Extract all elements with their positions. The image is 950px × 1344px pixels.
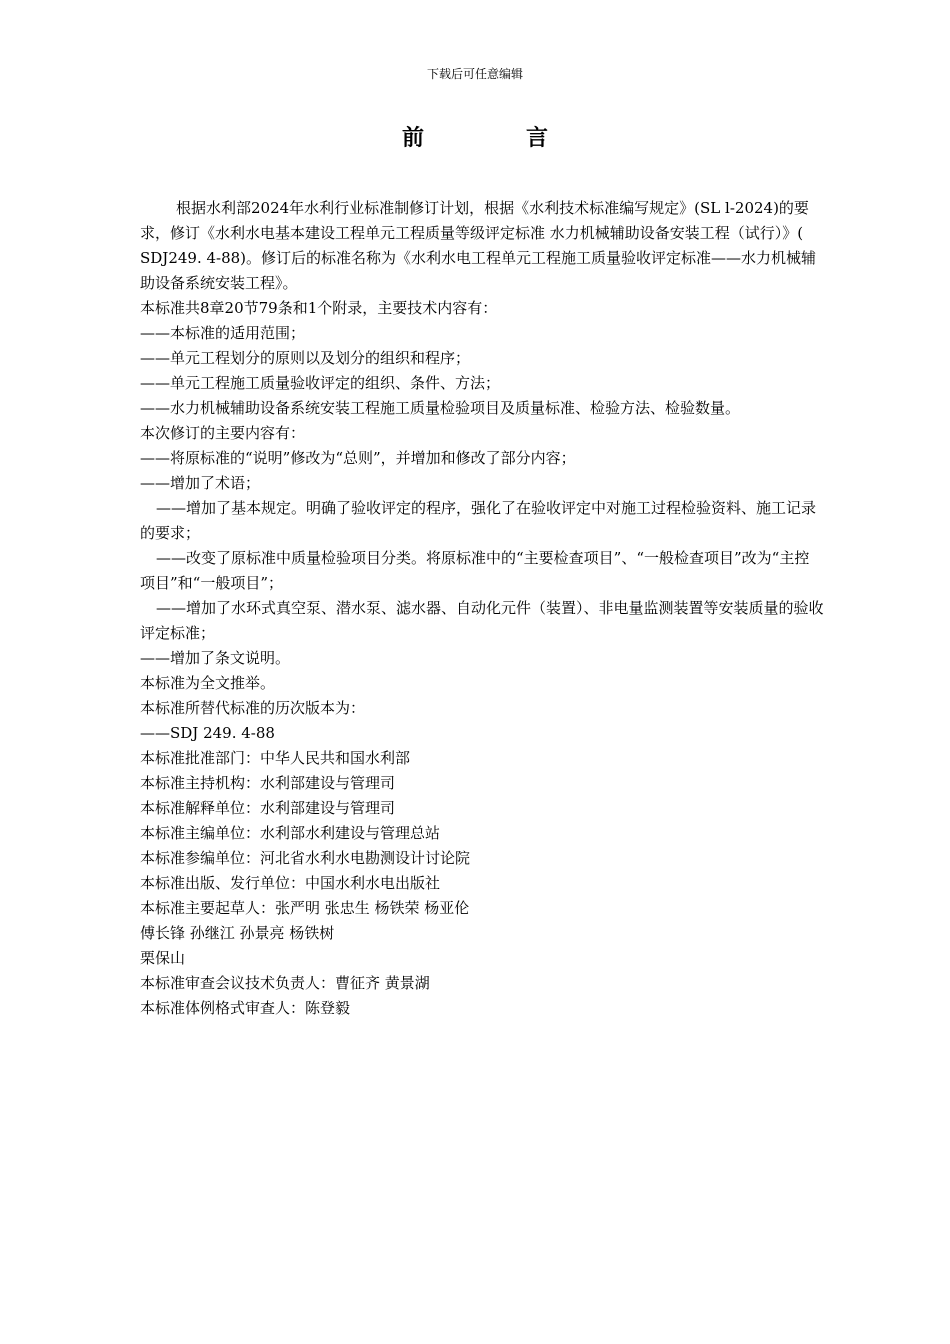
page-title: 前 言 bbox=[401, 125, 588, 151]
document-body bbox=[140, 196, 824, 1021]
revision-summary: 本次修订的主要内容有： bbox=[140, 424, 306, 442]
list-item-terms: ——增加了术语； bbox=[140, 474, 261, 492]
participating-unit: 本标准参编单位：河北省水利水电勘测设计讨论院 bbox=[140, 849, 471, 867]
list-item-basic-rules: ——增加了基本规定。明确了验收评定的程序，强化了在验收评定中对施工过程检验资料、施工记录的要求； bbox=[140, 499, 817, 542]
list-item-new-equipment: ——增加了水环式真空泵、潜水泵、滤水器、自动化元件（装置）、非电量监测装置等安装质量的验收评定标准； bbox=[140, 599, 824, 642]
list-item-evaluation: ——单元工程施工质量验收评定的组织、条件、方法； bbox=[140, 374, 501, 392]
list-item-division: ——单元工程划分的原则以及划分的组织和程序； bbox=[140, 349, 471, 367]
main-drafters: 本标准主要起草人：张严明 张忠生 杨铁荣 杨亚伦 bbox=[140, 899, 470, 917]
interpretation-unit: 本标准解释单位：水利部建设与管理司 bbox=[140, 799, 396, 817]
list-item-classification: ——改变了原标准中质量检验项目分类。将原标准中的“主要检查项目”、“一般检查项目”改为“主控项目”和“一般项目”； bbox=[140, 549, 810, 592]
format-reviewer: 本标准体例格式审查人：陈登毅 bbox=[140, 999, 351, 1017]
approval-department: 本标准批准部门：中华人民共和国水利部 bbox=[140, 749, 411, 767]
replaced-standard-item: ——SDJ 249. 4-88 bbox=[140, 724, 275, 742]
review-technical-lead: 本标准审查会议技术负责人：曹征齐 黄景湖 bbox=[140, 974, 430, 992]
publisher: 本标准出版、发行单位：中国水利水电出版社 bbox=[140, 874, 441, 892]
list-item-inspection: ——水力机械辅助设备系统安装工程施工质量检验项目及质量标准、检验方法、检验数量。 bbox=[140, 399, 741, 417]
list-item-general: ——将原标准的“说明”修改为“总则”，并增加和修改了部分内容； bbox=[140, 449, 576, 467]
recommendation-note: 本标准为全文推举。 bbox=[140, 674, 276, 692]
host-organization: 本标准主持机构：水利部建设与管理司 bbox=[140, 774, 396, 792]
list-item-scope: ——本标准的适用范围； bbox=[140, 324, 306, 342]
main-drafters-continued: 傅长锋 孙继江 孙景亮 杨铁树 bbox=[140, 924, 335, 942]
replaced-standards-label: 本标准所替代标准的历次版本为： bbox=[140, 699, 366, 717]
content-summary: 本标准共8章20节79条和1个附录，主要技术内容有： bbox=[140, 299, 498, 317]
intro-paragraph: 根据水利部2024年水利行业标准制修订计划，根据《水利技术标准编写规定》(SL l-2024)的要求，修订《水利水电基本建设工程单元工程质量等级评定标准 水力机械辅助设备安装工程（试行）》( SDJ249. 4-88)。修订后的标准名称为《水利水电工程单元工程施工质量验收评定标准——水力机械辅助设备系统安装工程》。 bbox=[140, 199, 817, 292]
chief-editor-unit: 本标准主编单位：水利部水利建设与管理总站 bbox=[140, 824, 441, 842]
main-drafters-last: 栗保山 bbox=[140, 949, 186, 967]
header-note: 下载后可任意编辑 bbox=[426, 67, 523, 81]
list-item-explanations: ——增加了条文说明。 bbox=[140, 649, 291, 667]
